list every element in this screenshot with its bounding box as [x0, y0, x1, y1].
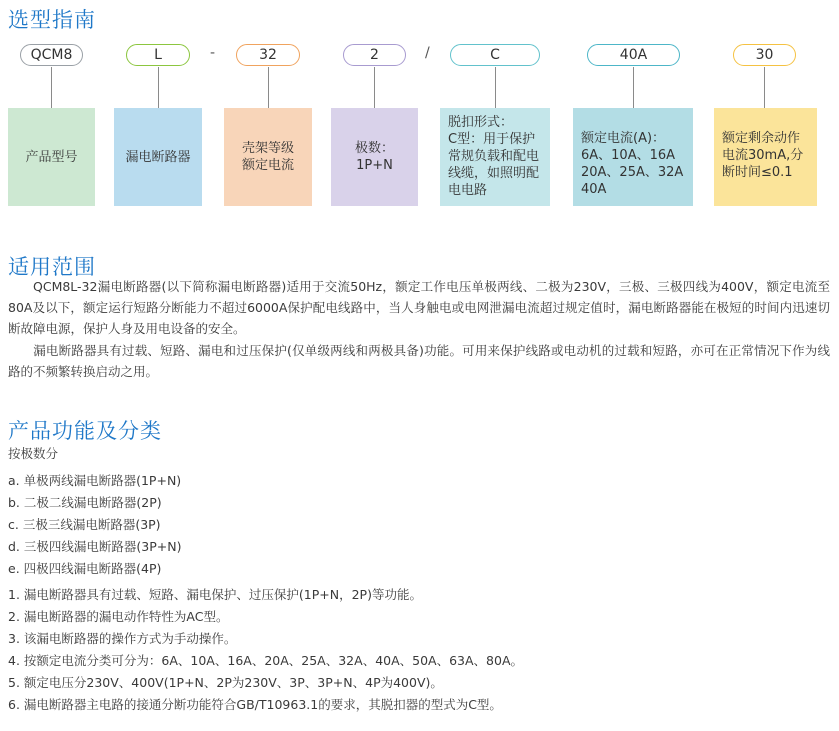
desc-line: 极数： [354, 141, 394, 156]
desc-box-residual-current [714, 108, 817, 206]
model-code-rated-current [587, 44, 680, 66]
model-code-text: L [154, 47, 162, 63]
model-code-text: C [490, 47, 500, 63]
model-code-type [126, 44, 190, 66]
model-code-residual-current [733, 44, 796, 66]
desc-line: 产品型号 [25, 149, 78, 165]
list-item: b. 二极二线漏电断路器(2P) [8, 495, 162, 510]
desc-line: 1P+N [356, 158, 393, 173]
list-item: 6. 漏电断路器主电路的接通分断功能符合GB/T10963.1的要求，其脱扣器的型式为C型。 [8, 697, 502, 712]
list-item: 1. 漏电断路器具有过载、短路、漏电保护、过压保护(1P+N，2P)等功能。 [8, 587, 422, 602]
model-code-frame-current [236, 44, 300, 66]
connector-line [51, 67, 52, 108]
connector-line [633, 67, 634, 108]
desc-line: 额定电流 [241, 158, 294, 173]
desc-line: 20A、25A、32A [581, 165, 684, 180]
connector-line [268, 67, 269, 108]
feature-list [8, 584, 523, 716]
desc-box-poles [331, 108, 418, 206]
model-code-text: 32 [259, 47, 277, 63]
desc-box-breaker-type [114, 108, 202, 206]
desc-line: 40A [581, 182, 607, 197]
list-item: e. 四极四线漏电断路器(4P) [8, 561, 162, 576]
desc-line: 电电路 [448, 183, 488, 198]
scope-text: QCM8L-32漏电断路器(以下简称漏电断路器)适用于交流50Hz，额定工作电压单极两线、二极为230V，三极、三极四线为400V，额定电流至80A及以下，额定运行短路分断能力不超过6000A保护配电线路中，当人身触电或电网泄漏电流超过规定值时，漏电断路器能在极短的时间内迅速切断故障电源，保护人身及用电设备的安全。 [8, 279, 830, 336]
desc-line: 常规负载和配电 [448, 149, 540, 164]
list-item: 4. 按额定电流分类可分为：6A、10A、16A、20A、25A、32A、40A、50A、63A、80A。 [8, 653, 524, 668]
desc-line: C型：用于保护 [448, 132, 536, 147]
desc-box-frame-current [224, 108, 312, 206]
model-code-trip-type [450, 44, 540, 66]
desc-line: 电流30mA,分 [722, 148, 804, 163]
scope-paragraph-1 [8, 276, 830, 339]
desc-box-rated-current [573, 108, 693, 206]
desc-line: 额定剩余动作 [722, 131, 801, 146]
desc-line: 6A、10A、16A [581, 148, 676, 163]
list-item: a. 单极两线漏电断路器(1P+N) [8, 473, 182, 488]
connector-line [495, 67, 496, 108]
model-code-slash: / [425, 45, 430, 61]
scope-text: 漏电断路器具有过载、短路、漏电和过压保护(仅单级两线和两极具备)功能。可用来保护线路或电动机的过载和短路，亦可在正常情况下作为线路的不频繁转换启动之用。 [8, 343, 830, 379]
model-code-poles [343, 44, 406, 66]
model-code-text: 2 [370, 47, 379, 63]
list-item: 2. 漏电断路器的漏电动作特性为AC型。 [8, 609, 229, 624]
model-code-series [20, 44, 83, 66]
desc-line: 断时间≤0.1 [722, 165, 793, 180]
desc-box-product-model [8, 108, 95, 206]
desc-line: 壳架等级 [241, 141, 294, 156]
connector-line [158, 67, 159, 108]
selection-guide-title: 选型指南 [8, 8, 96, 32]
list-item: c. 三极三线漏电断路器(3P) [8, 517, 161, 532]
functions-title: 产品功能及分类 [8, 419, 162, 443]
list-item: 5. 额定电压分230V、400V(1P+N、2P为230V、3P、3P+N、4P为400V)。 [8, 675, 443, 690]
scope-paragraph-2 [8, 340, 830, 382]
model-code-text: 40A [619, 47, 648, 63]
desc-line: 额定电流(A)： [581, 131, 666, 146]
model-code-text: 30 [755, 47, 774, 63]
pole-type-list [8, 470, 181, 580]
desc-line: 线缆，如照明配 [448, 166, 540, 181]
scope-title: 适用范围 [8, 255, 96, 279]
desc-line: 脱扣形式： [448, 115, 514, 130]
desc-line: 漏电断路器 [125, 149, 191, 165]
list-item: 3. 该漏电断路器的操作方式为手动操作。 [8, 631, 237, 646]
connector-line [374, 67, 375, 108]
list-item: d. 三极四线漏电断路器(3P+N) [8, 539, 182, 554]
connector-line [764, 67, 765, 108]
model-code-dash: - [210, 45, 216, 61]
pole-classification-subtitle: 按极数分 [8, 446, 59, 461]
desc-box-trip-type [440, 108, 550, 206]
model-code-text: QCM8 [30, 47, 73, 63]
